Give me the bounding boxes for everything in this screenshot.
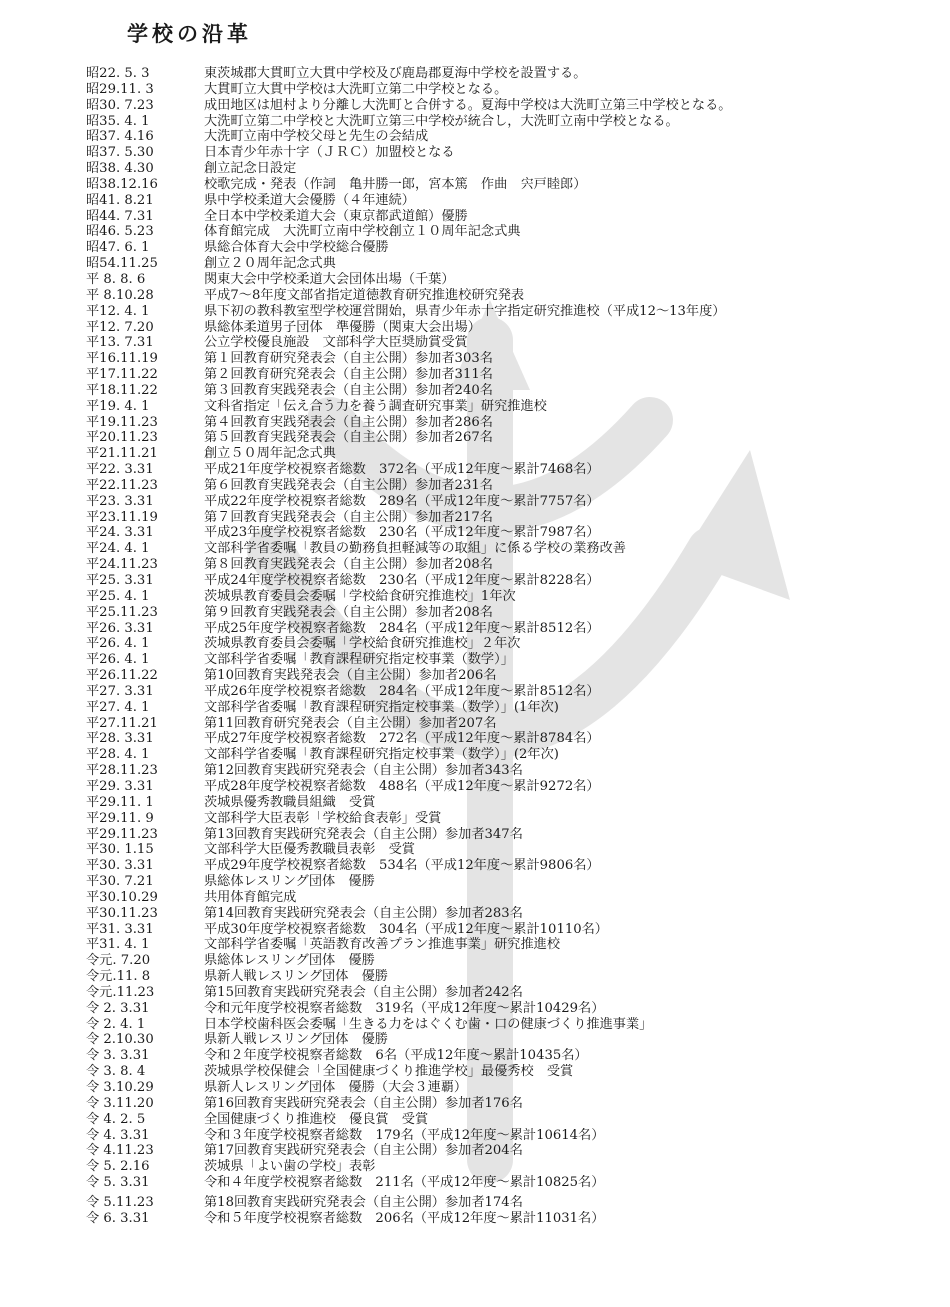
entry-date: 昭35. 4. 1 <box>86 113 150 129</box>
entry-event: 大洗町立第二中学校と大洗町立第三中学校が統合し，大洗町立南中学校となる。 <box>204 113 679 129</box>
entry-event: 県新人レスリング団体 優勝（大会３連覇） <box>204 1080 468 1095</box>
entry-event: 第13回教育実践研究発表会（自主公開）参加者347名 <box>204 826 523 842</box>
entry-event: 成田地区は旭村より分離し大洗町と合併する。夏海中学校は大洗町立第三中学校となる。 <box>204 97 732 113</box>
entry-date: 平22. 3.31 <box>86 462 154 478</box>
history-entry <box>86 1017 916 1033</box>
history-entry <box>86 66 916 82</box>
history-entry <box>86 462 916 478</box>
entry-date: 令 2. 3.31 <box>86 1000 150 1016</box>
entry-event: 第４回教育実践発表会（自主公開）参加者286名 <box>204 414 493 430</box>
entry-event: 第１回教育研究発表会（自主公開）参加者303名 <box>204 351 493 367</box>
history-entry <box>86 874 916 890</box>
entry-event: 令和４年度学校視察者総数 211名（平成12年度～累計10825名） <box>204 1175 605 1191</box>
history-entry <box>86 367 916 383</box>
entry-event: 文部科学省委嘱「英語教育改善プラン推進事業」研究推進校 <box>204 937 561 953</box>
entry-date: 平29. 3.31 <box>86 778 154 794</box>
history-entry <box>86 478 916 494</box>
history-entry <box>86 890 916 906</box>
entry-event: 大洗町立南中学校父母と先生の会結成 <box>204 129 429 145</box>
entry-date: 平19. 4. 1 <box>86 398 150 414</box>
entry-event: 県総体レスリング団体 優勝 <box>204 953 375 969</box>
entry-event: 平成25年度学校視察者総数 284名（平成12年度～累計8512名） <box>204 620 600 636</box>
entry-date: 平25. 3.31 <box>86 573 154 588</box>
history-entry <box>86 399 916 415</box>
entry-date: 平29.11. 9 <box>86 810 154 826</box>
history-entry <box>86 224 916 240</box>
history-entry <box>86 114 916 130</box>
entry-event: 第16回教育実践研究発表会（自主公開）参加者176名 <box>204 1095 523 1111</box>
history-list <box>86 66 916 1227</box>
entry-event: 創立記念日設定 <box>204 161 297 177</box>
history-entry <box>86 525 916 541</box>
entry-date: 昭38.12.16 <box>86 176 158 192</box>
entry-event: 県新人戦レスリング団体 優勝 <box>204 1032 388 1048</box>
entry-date: 平29.11. 1 <box>86 794 154 810</box>
entry-event: 県総合体育大会中学校総合優勝 <box>204 240 389 256</box>
history-entry <box>86 240 916 256</box>
entry-date: 平25. 4. 1 <box>86 588 150 604</box>
history-entry <box>86 383 916 399</box>
entry-event: 大貫町立大貫中学校は大洗町立第二中学校となる。 <box>204 81 508 97</box>
entry-date: 令元.11. 8 <box>86 969 151 985</box>
history-entry <box>86 1143 916 1159</box>
history-entry <box>86 335 916 351</box>
history-entry <box>86 969 916 985</box>
entry-event: 日本学校歯科医会委嘱「生きる力をはぐくむ歯・口の健康づくり推進事業」 <box>204 1016 653 1032</box>
history-entry <box>86 415 916 431</box>
history-entry <box>86 1080 916 1096</box>
history-entry <box>86 272 916 288</box>
entry-event: 第７回教育実践発表会（自主公開）参加者217名 <box>204 509 493 525</box>
entry-event: 平成29年度学校視察者総数 534名（平成12年度～累計9806名） <box>204 858 600 874</box>
history-entry <box>86 177 916 193</box>
entry-date: 平24. 3.31 <box>86 525 154 541</box>
entry-event: 平成7～8年度文部省指定道徳教育研究推進校研究発表 <box>204 287 525 303</box>
entry-date: 平26. 4. 1 <box>86 636 150 652</box>
history-entry <box>86 541 916 557</box>
entry-date: 平23. 3.31 <box>86 493 154 509</box>
entry-date: 令 3.11.20 <box>86 1095 154 1111</box>
history-entry <box>86 1096 916 1112</box>
entry-date: 令元. 7.20 <box>86 953 151 969</box>
entry-event: 平成21年度学校視察者総数 372名（平成12年度～累計7468名） <box>204 462 600 478</box>
entry-date: 平27. 3.31 <box>86 683 154 699</box>
history-entry <box>86 320 916 336</box>
history-entry <box>86 763 916 779</box>
entry-date: 平28. 4. 1 <box>86 747 150 763</box>
history-entry <box>86 842 916 858</box>
history-entry <box>86 731 916 747</box>
history-entry <box>86 1032 916 1048</box>
entry-event: 第18回教育実践研究発表会（自主公開）参加者174名 <box>204 1194 523 1210</box>
entry-date: 平18.11.22 <box>86 382 158 398</box>
entry-date: 令 4. 3.31 <box>86 1127 150 1143</box>
entry-date: 平12. 7.20 <box>86 319 154 335</box>
entry-event: 日本青少年赤十字（ＪＲＣ）加盟校となる <box>204 145 455 161</box>
entry-event: 全日本中学校柔道大会（東京都武道館）優勝 <box>204 208 468 224</box>
history-entry <box>86 351 916 367</box>
entry-date: 令 4.11.23 <box>86 1143 154 1159</box>
entry-event: 令和５年度学校視察者総数 206名（平成12年度～累計11031名） <box>204 1210 605 1226</box>
entry-date: 平12. 4. 1 <box>86 303 150 319</box>
history-entry <box>86 621 916 637</box>
entry-date: 平22.11.23 <box>86 477 158 493</box>
history-entry <box>86 636 916 652</box>
entry-event: 第15回教育実践研究発表会（自主公開）参加者242名 <box>204 984 523 1000</box>
entry-event: 平成23年度学校視察者総数 230名（平成12年度～累計7987名） <box>204 525 600 541</box>
entry-event: 県総体柔道男子団体 準優勝（関東大会出場） <box>204 319 481 335</box>
entry-date: 令 2.10.30 <box>86 1032 154 1048</box>
entry-date: 平26. 4. 1 <box>86 652 150 668</box>
entry-date: 昭54.11.25 <box>86 256 158 272</box>
entry-event: 県中学校柔道大会優勝（４年連続） <box>204 192 415 208</box>
entry-event: 第５回教育実践発表会（自主公開）参加者267名 <box>204 430 493 446</box>
history-entry <box>86 494 916 510</box>
entry-event: 茨城県教育委員会委嘱「学校給食研究推進校」２年次 <box>204 636 521 652</box>
entry-event: 文部科学省委嘱「教育課程研究指定校事業（数学）」(2年次) <box>204 747 559 763</box>
entry-date: 昭38. 4.30 <box>86 161 154 177</box>
entry-date: 昭46. 5.23 <box>86 224 154 240</box>
entry-event: 平成22年度学校視察者総数 289名（平成12年度～累計7757名） <box>204 493 600 509</box>
entry-event: 文部科学大臣表彰「学校給食表彰」受賞 <box>204 810 442 826</box>
history-entry <box>86 953 916 969</box>
entry-event: 校歌完成・発表（作詞 亀井勝一郎，宮本篤 作曲 宍戸睦郎） <box>204 176 587 192</box>
entry-date: 平30. 3.31 <box>86 858 154 874</box>
history-entry <box>86 430 916 446</box>
entry-date: 平28. 3.31 <box>86 731 154 747</box>
history-entry <box>86 1048 916 1064</box>
history-entry <box>86 922 916 938</box>
entry-event: 平成26年度学校視察者総数 284名（平成12年度～累計8512名） <box>204 683 600 699</box>
entry-date: 令 5. 3.31 <box>86 1175 150 1191</box>
entry-event: 平成27年度学校視察者総数 272名（平成12年度～累計8784名） <box>204 731 600 747</box>
history-entry <box>86 858 916 874</box>
entry-date: 平 8.10.28 <box>86 287 154 303</box>
page-title: 学校の沿革 <box>127 22 252 46</box>
history-entry <box>86 129 916 145</box>
history-entry <box>86 605 916 621</box>
history-entry <box>86 937 916 953</box>
entry-date: 平 8. 8. 6 <box>86 271 146 287</box>
history-entry <box>86 779 916 795</box>
entry-date: 令 4. 2. 5 <box>86 1111 146 1127</box>
entry-event: 第10回教育実践発表会（自主公開）参加者206名 <box>204 668 497 684</box>
history-entry <box>86 1195 916 1211</box>
history-entry <box>86 161 916 177</box>
history-entry <box>86 193 916 209</box>
entry-date: 昭37. 4.16 <box>86 129 154 145</box>
entry-date: 平13. 7.31 <box>86 335 154 351</box>
entry-event: 令和元年度学校視察者総数 319名（平成12年度～累計10429名） <box>204 1000 605 1016</box>
entry-event: 第11回教育研究発表会（自主公開）参加者207名 <box>204 715 497 731</box>
entry-date: 昭47. 6. 1 <box>86 240 150 256</box>
history-entry <box>86 668 916 684</box>
entry-event: 第８回教育実践発表会（自主公開）参加者208名 <box>204 557 493 573</box>
entry-date: 平30.10.29 <box>86 889 158 905</box>
entry-date: 令 2. 4. 1 <box>86 1016 146 1032</box>
history-entry <box>86 795 916 811</box>
entry-date: 昭44. 7.31 <box>86 208 154 224</box>
entry-event: 第６回教育実践発表会（自主公開）参加者231名 <box>204 477 493 493</box>
history-entry <box>86 827 916 843</box>
entry-date: 令 3. 3.31 <box>86 1048 150 1064</box>
entry-date: 平19.11.23 <box>86 414 158 430</box>
entry-event: 共用体育館完成 <box>204 889 297 905</box>
entry-event: 創立２０周年記念式典 <box>204 256 336 272</box>
history-entry <box>86 145 916 161</box>
history-entry <box>86 1064 916 1080</box>
entry-date: 平20.11.23 <box>86 430 158 446</box>
history-entry <box>86 1175 916 1191</box>
entry-date: 平30.11.23 <box>86 905 158 921</box>
history-entry <box>86 304 916 320</box>
entry-event: 茨城県「よい歯の学校」表彰 <box>204 1159 376 1175</box>
entry-event: 県下初の教科教室型学校運営開始，県青少年赤十字指定研究推進校（平成12～13年度） <box>204 303 726 319</box>
entry-date: 平23.11.19 <box>86 509 158 525</box>
entry-date: 昭29.11. 3 <box>86 81 154 97</box>
history-entry <box>86 82 916 98</box>
entry-event: 第９回教育実践発表会（自主公開）参加者208名 <box>204 604 493 620</box>
entry-date: 平24.11.23 <box>86 557 158 573</box>
history-entry <box>86 209 916 225</box>
entry-event: 令和３年度学校視察者総数 179名（平成12年度～累計10614名） <box>204 1127 605 1143</box>
entry-event: 公立学校優良施設 文部科学大臣奨励賞受賞 <box>204 335 468 351</box>
entry-date: 令 3. 8. 4 <box>86 1064 146 1080</box>
entry-date: 平17.11.22 <box>86 367 158 383</box>
history-entry <box>86 98 916 114</box>
entry-event: 第２回教育研究発表会（自主公開）参加者311名 <box>204 367 493 383</box>
history-entry <box>86 1211 916 1227</box>
entry-date: 昭30. 7.23 <box>86 97 154 113</box>
entry-date: 平27. 4. 1 <box>86 699 150 715</box>
entry-event: 文部科学省委嘱「教育課程研究指定校事業（数学）」 <box>204 652 514 668</box>
entry-event: 第12回教育実践研究発表会（自主公開）参加者343名 <box>204 763 523 779</box>
history-entry <box>86 256 916 272</box>
entry-event: 文部科学省委嘱「教員の勤務負担軽減等の取組」に係る学校の業務改善 <box>204 541 626 557</box>
entry-event: 第17回教育実践研究発表会（自主公開）参加者204名 <box>204 1143 523 1159</box>
entry-event: 文科省指定「伝え合う力を養う調査研究事業」研究推進校 <box>204 398 547 414</box>
entry-event: 体育館完成 大洗町立南中学校創立１０周年記念式典 <box>204 224 521 240</box>
entry-date: 令 5. 2.16 <box>86 1159 150 1175</box>
entry-date: 昭37. 5.30 <box>86 145 154 161</box>
history-entry <box>86 811 916 827</box>
entry-date: 平30. 1.15 <box>86 842 154 858</box>
entry-date: 平26.11.22 <box>86 668 158 684</box>
entry-event: 令和２年度学校視察者総数 6名（平成12年度～累計10435名） <box>204 1048 588 1064</box>
history-entry <box>86 747 916 763</box>
history-entry <box>86 589 916 605</box>
entry-event: 茨城県教育委員会委嘱「学校給食研究推進校」1年次 <box>204 588 516 604</box>
entry-date: 平25.11.23 <box>86 604 158 620</box>
history-entry <box>86 906 916 922</box>
entry-event: 茨城県学校保健会「全国健康づくり推進学校」最優秀校 受賞 <box>204 1064 574 1080</box>
entry-event: 茨城県優秀教職員組織 受賞 <box>204 794 376 810</box>
history-entry <box>86 510 916 526</box>
history-entry <box>86 652 916 668</box>
entry-date: 平31. 4. 1 <box>86 937 150 953</box>
entry-event: 全国健康づくり推進校 優良賞 受賞 <box>204 1111 429 1127</box>
history-entry <box>86 1159 916 1175</box>
history-entry <box>86 985 916 1001</box>
history-entry <box>86 446 916 462</box>
history-entry <box>86 700 916 716</box>
history-entry <box>86 1112 916 1128</box>
entry-date: 令元.11.23 <box>86 984 155 1000</box>
entry-event: 文部科学省委嘱「教育課程研究指定校事業（数学）」(1年次) <box>204 699 559 715</box>
entry-event: 創立５０周年記念式典 <box>204 446 336 462</box>
entry-event: 平成28年度学校視察者総数 488名（平成12年度～累計9272名） <box>204 778 600 794</box>
entry-event: 第14回教育実践研究発表会（自主公開）参加者283名 <box>204 905 523 921</box>
entry-date: 令 6. 3.31 <box>86 1210 150 1226</box>
entry-date: 令 5.11.23 <box>86 1194 154 1210</box>
entry-event: 第３回教育実践発表会（自主公開）参加者240名 <box>204 382 493 398</box>
entry-event: 県総体レスリング団体 優勝 <box>204 874 375 890</box>
entry-event: 文部科学大臣優秀教職員表彰 受賞 <box>204 842 415 858</box>
history-entry <box>86 288 916 304</box>
entry-date: 平26. 3.31 <box>86 620 154 636</box>
entry-date: 平28.11.23 <box>86 763 158 779</box>
entry-date: 昭22. 5. 3 <box>86 66 150 81</box>
history-entry <box>86 1128 916 1144</box>
entry-event: 東茨城郡大貫町立大貫中学校及び鹿島郡夏海中学校を設置する。 <box>204 66 587 81</box>
entry-date: 平31. 3.31 <box>86 921 154 937</box>
entry-date: 平24. 4. 1 <box>86 541 150 557</box>
entry-date: 平29.11.23 <box>86 826 158 842</box>
history-entry <box>86 684 916 700</box>
entry-date: 平21.11.21 <box>86 446 158 462</box>
entry-date: 平30. 7.21 <box>86 874 154 890</box>
history-entry <box>86 573 916 589</box>
entry-date: 昭41. 8.21 <box>86 192 154 208</box>
entry-date: 平16.11.19 <box>86 351 158 367</box>
entry-date: 令 3.10.29 <box>86 1080 154 1095</box>
entry-date: 平27.11.21 <box>86 715 158 731</box>
entry-event: 関東大会中学校柔道大会団体出場（千葉） <box>204 271 455 287</box>
history-entry <box>86 557 916 573</box>
entry-event: 平成30年度学校視察者総数 304名（平成12年度～累計10110名） <box>204 921 608 937</box>
entry-event: 平成24年度学校視察者総数 230名（平成12年度～累計8228名） <box>204 573 600 588</box>
history-entry <box>86 716 916 732</box>
entry-event: 県新人戦レスリング団体 優勝 <box>204 969 388 985</box>
history-entry <box>86 1001 916 1017</box>
